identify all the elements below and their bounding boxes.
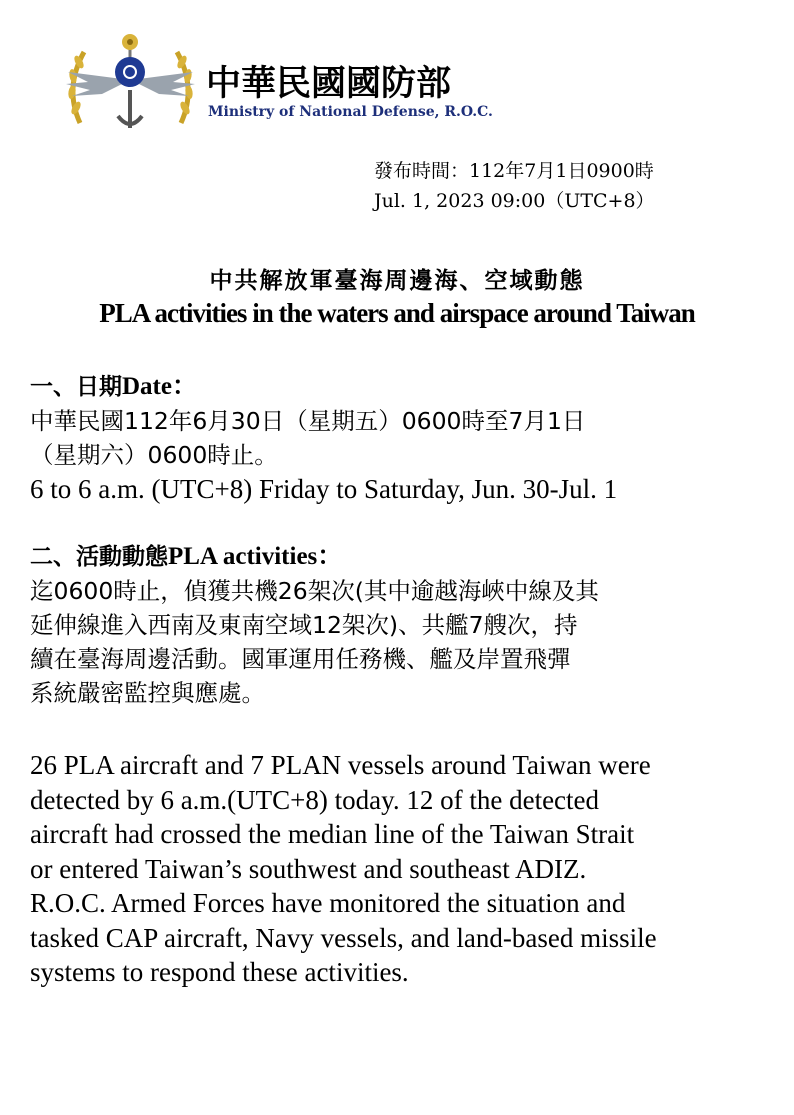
date-zh-line: 中華民國112年6月30日（星期五）0600時至7月1日 xyxy=(30,407,586,435)
letterhead xyxy=(58,28,518,140)
heading-en: PLA activities： xyxy=(168,543,343,570)
heading-zh: 二、活動動態 xyxy=(30,544,168,570)
mnd-emblem-icon xyxy=(58,28,203,140)
activities-en-line: or entered Taiwan’s southwest and southeast ADIZ. xyxy=(30,853,587,884)
release-time xyxy=(374,156,655,216)
heading-zh: 一、日期 xyxy=(30,374,122,400)
activities-en-line: 26 PLA aircraft and 7 PLAN vessels around Taiwan were xyxy=(30,750,651,780)
activities-en-line: tasked CAP aircraft, Navy vessels, and land-based missile xyxy=(30,922,657,953)
org-name-en: Ministry of National Defense, R.O.C. xyxy=(208,104,493,120)
date-en-line: 6 to 6 a.m. (UTC+8) Friday to Saturday, Jun. 30-Jul. 1 xyxy=(30,474,618,504)
title-en: PLA activities in the waters and airspace around Taiwan xyxy=(99,298,695,328)
activities-zh-line: 系統嚴密監控與應處。 xyxy=(30,679,265,707)
release-time-en: Jul. 1, 2023 09:00（UTC+8） xyxy=(374,190,655,212)
activities-zh-line: 迄0600時止，偵獲共機26架次(其中逾越海峽中線及其 xyxy=(30,577,599,605)
activities-en-paragraph xyxy=(30,748,780,990)
heading-en: Date： xyxy=(122,373,197,400)
activities-en-line: aircraft had crossed the median line of the Taiwan Strait xyxy=(30,819,635,849)
release-time-zh: 發布時間：112年7月1日0900時 xyxy=(374,160,654,182)
org-name-zh: 中華民國國防部 xyxy=(206,64,452,104)
section-date-heading xyxy=(30,370,780,404)
activities-en-line: systems to respond these activities. xyxy=(30,957,409,987)
activities-en-line: R.O.C. Armed Forces have monitored the situation and xyxy=(30,888,626,918)
date-zh-line: （星期六）0600時止。 xyxy=(30,441,278,469)
section-activities-heading xyxy=(30,540,780,574)
activities-zh-line: 續在臺海周邊活動。國軍運用任務機、艦及岸置飛彈 xyxy=(30,645,571,673)
section-date xyxy=(30,370,780,507)
activities-zh-line: 延伸線進入西南及東南空域12架次)、共艦7艘次，持 xyxy=(30,611,578,639)
title-zh: 中共解放軍臺海周邊海、空域動態 xyxy=(209,268,585,294)
section-activities xyxy=(30,540,780,710)
activities-en-line: detected by 6 a.m.(UTC+8) today. 12 of the detected xyxy=(30,784,600,815)
